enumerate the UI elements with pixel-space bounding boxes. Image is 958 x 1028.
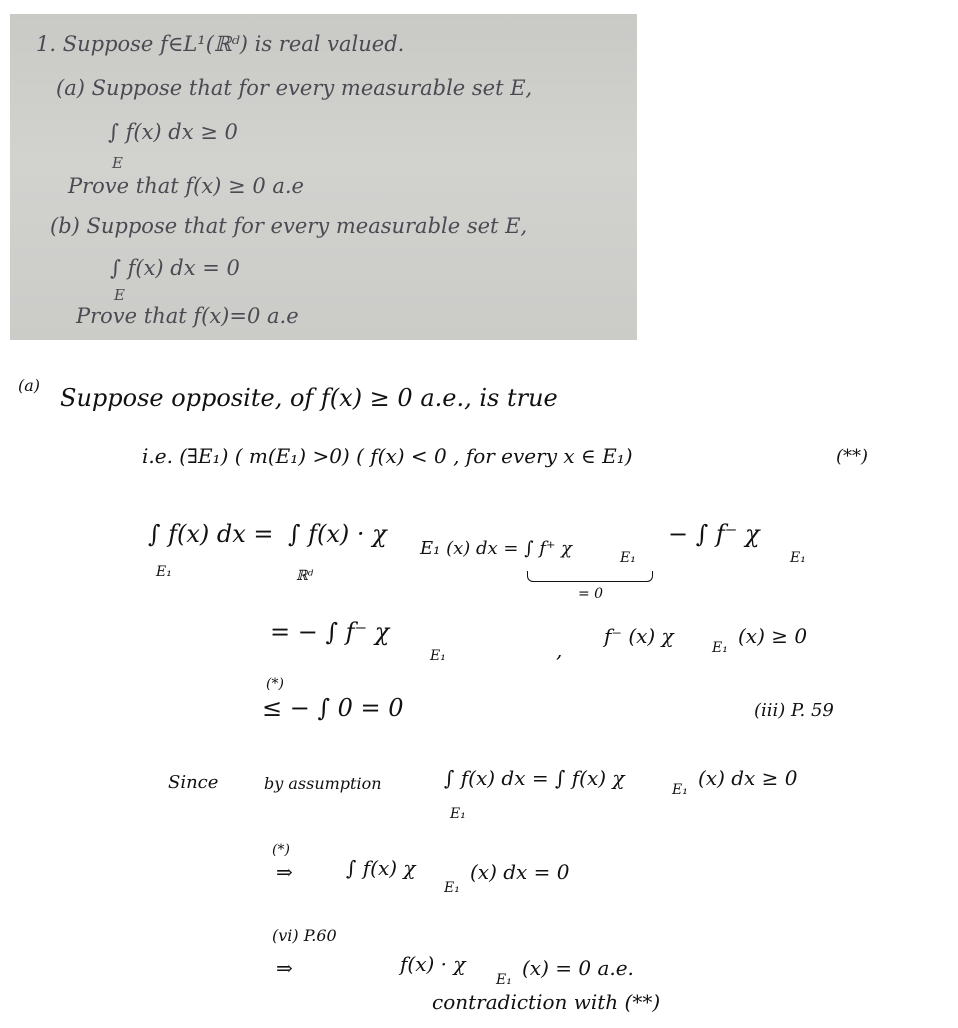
solution-line-7-mark: (*) [272, 842, 290, 858]
underbrace [527, 571, 653, 582]
solution-line-6d: (x) dx ≥ 0 [698, 766, 798, 790]
problem-line-1: 1. Suppose f∈L¹(ℝᵈ) is real valued. [36, 32, 405, 56]
solution-line-3c: E₁ (x) dx = ∫ f⁺ χ [420, 538, 573, 559]
solution-line-6c-subscript: E₁ [450, 806, 466, 822]
solution-line-8b-subscript: E₁ [496, 972, 512, 988]
reference-p59: (iii) P. 59 [754, 700, 834, 721]
solution-line-4a-subscript: E₁ [430, 648, 446, 664]
equation-tag: (**) [836, 446, 869, 467]
solution-part-label: (a) [18, 376, 41, 395]
solution-line-3a: ∫ f(x) dx = [148, 520, 274, 548]
solution-line-4c-subscript: E₁ [712, 640, 728, 656]
problem-line-6-subscript: E [114, 286, 125, 304]
solution-line-3d: − ∫ f⁻ χ [668, 520, 760, 548]
solution-line-7b: ∫ f(x) χ [346, 856, 416, 880]
solution-line-4c: f⁻ (x) χ [604, 624, 674, 648]
solution-line-4b: , [556, 638, 563, 662]
solution-line-6c-subscript-2: E₁ [672, 782, 688, 798]
solution-line-5: ≤ − ∫ 0 = 0 [262, 694, 404, 722]
problem-line-6: ∫ f(x) dx = 0 [110, 256, 240, 280]
solution-line-4d: (x) ≥ 0 [738, 624, 808, 648]
problem-line-3-subscript: E [112, 154, 123, 172]
solution-line-7a: ⇒ [276, 860, 293, 884]
solution-line-3d-subscript: E₁ [790, 550, 806, 566]
reference-p60: (vi) P.60 [272, 926, 337, 945]
solution-line-8a: ⇒ [276, 956, 293, 980]
solution-line-3a-subscript: E₁ [156, 564, 172, 580]
solution-line-3b-subscript: ℝᵈ [296, 568, 314, 584]
solution-line-3c-subscript: E₁ [620, 550, 636, 566]
problem-line-7: Prove that f(x)=0 a.e [76, 304, 299, 328]
problem-line-4: Prove that f(x) ≥ 0 a.e [68, 174, 304, 198]
problem-line-5: (b) Suppose that for every measurable set E, [50, 214, 528, 238]
solution-line-2: i.e. (∃E₁) ( m(E₁) >0) ( f(x) < 0 , for every x ∈ E₁) [142, 444, 633, 468]
solution-line-4a: = − ∫ f⁻ χ [270, 618, 390, 646]
solution-line-9: contradiction with (**) [432, 990, 661, 1014]
solution-line-6c: ∫ f(x) dx = ∫ f(x) χ [444, 766, 625, 790]
solution-line-7b-subscript: E₁ [444, 880, 460, 896]
solution-line-8b: f(x) · χ [400, 952, 466, 976]
solution-line-6b: by assumption [264, 774, 382, 793]
solution-line-6a: Since [168, 772, 219, 793]
underbrace-label: = 0 [578, 586, 604, 602]
solution-line-7c: (x) dx = 0 [470, 860, 570, 884]
solution-line-3b: ∫ f(x) · χ [288, 520, 387, 548]
problem-photo [10, 14, 637, 340]
problem-line-3: ∫ f(x) dx ≥ 0 [108, 120, 238, 144]
solution-line-8c: (x) = 0 a.e. [522, 956, 634, 980]
solution-line-1: Suppose opposite, of f(x) ≥ 0 a.e., is true [60, 384, 558, 412]
solution-line-5-mark: (*) [266, 676, 284, 692]
problem-line-2: (a) Suppose that for every measurable set E, [56, 76, 533, 100]
